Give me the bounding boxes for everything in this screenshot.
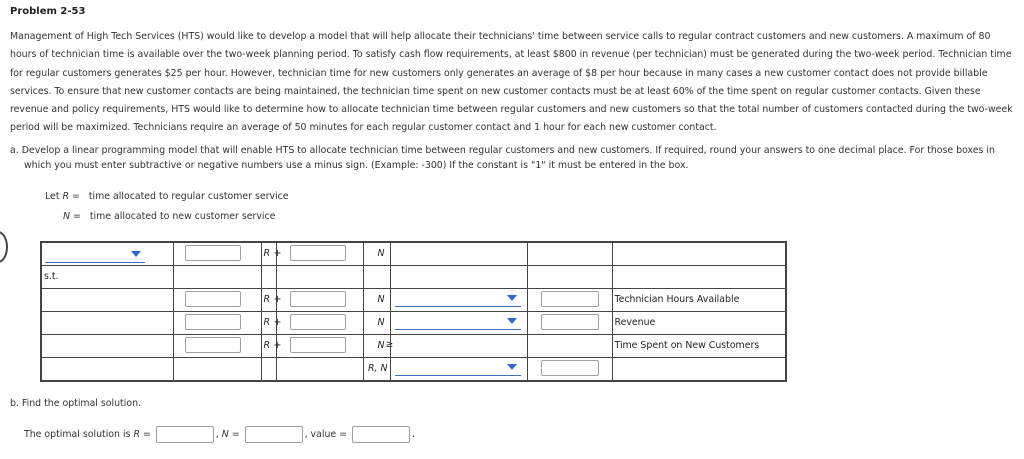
constraint-1-n-var-cell <box>363 289 390 312</box>
constraint-2-n-var-cell <box>363 312 390 335</box>
constraint-2-r-coefficient-input[interactable] <box>185 314 241 330</box>
constraint-3-empty-2 <box>390 335 527 358</box>
objective-n-var: N <box>377 248 385 259</box>
constraint-2-r-var-cell <box>261 312 282 335</box>
definition-r-eq: = <box>72 191 80 202</box>
definition-r-text: time allocated to regular customer service <box>88 191 289 202</box>
solution-value-label: , value = <box>304 429 347 440</box>
objective-n-var-cell <box>363 242 390 266</box>
constraint-1-n-var: N <box>377 294 385 305</box>
constraint-1-r-cell <box>173 289 261 312</box>
objective-n-coefficient-input[interactable] <box>290 245 346 261</box>
constraint-1-sign-dropdown[interactable] <box>395 291 521 307</box>
nonneg-empty-5 <box>612 358 786 382</box>
definition-n-var: N <box>63 211 71 222</box>
part-a-instructions <box>10 144 1018 173</box>
constraint-1-label: Technician Hours Available <box>614 294 740 305</box>
objective-r-var-cell <box>261 242 282 266</box>
constraint-3-r-var: R <box>263 340 271 351</box>
constraint-1-plus: + <box>273 294 282 305</box>
objective-empty-cell-1 <box>390 242 527 266</box>
constraint-1-rhs-cell <box>527 289 612 312</box>
constraint-row-1 <box>41 289 786 312</box>
nonneg-empty-2 <box>173 358 261 382</box>
constraint-3-r-coefficient-input[interactable] <box>185 337 241 353</box>
constraint-3-n-var-cell <box>363 335 394 358</box>
solution-n-input[interactable] <box>245 426 303 443</box>
chevron-down-icon <box>507 295 517 301</box>
solution-sep: , <box>215 429 219 440</box>
solution-r-eq: = <box>142 429 151 440</box>
constraint-2-rhs-cell <box>527 312 612 335</box>
definition-n-text: time allocated to new customer service <box>89 211 276 222</box>
subject-to-label: s.t. <box>44 271 59 282</box>
constraint-1-r-var: R <box>263 294 271 305</box>
constraint-2-n-var: N <box>377 317 385 328</box>
constraint-3-plus: + <box>273 340 282 351</box>
constraint-1-n-cell <box>273 289 363 312</box>
problem-title: Problem 2-53 <box>10 6 86 17</box>
constraint-3-n-var: N <box>377 340 385 351</box>
objective-type-dropdown[interactable] <box>45 247 145 263</box>
constraint-1-label-cell <box>612 289 786 312</box>
part-b-question: b. Find the optimal solution. <box>10 398 141 409</box>
chevron-down-icon <box>507 364 517 370</box>
objective-empty-cell-3 <box>612 242 786 266</box>
solution-r-input[interactable] <box>156 426 214 443</box>
constraint-1-rhs-input[interactable] <box>541 291 599 307</box>
st-empty-4 <box>363 266 390 289</box>
definition-n-eq: = <box>73 211 81 222</box>
st-cell <box>41 266 173 289</box>
constraint-2-n-coefficient-input[interactable] <box>290 314 346 330</box>
page-edge-decoration <box>0 231 8 263</box>
nonneg-empty-4 <box>276 358 363 382</box>
constraint-2-empty <box>41 312 173 335</box>
solution-prefix: The optimal solution is <box>24 429 131 440</box>
constraint-3-geq-sign: ≥ <box>385 339 394 350</box>
constraint-2-r-var: R <box>263 317 271 328</box>
constraint-row-2 <box>41 312 786 335</box>
constraint-2-n-cell <box>273 312 363 335</box>
nonneg-rhs-cell <box>527 358 612 382</box>
constraint-3-r-var-cell <box>261 335 282 358</box>
constraint-row-3 <box>41 335 786 358</box>
constraint-3-r-cell <box>173 335 261 358</box>
solution-value-input[interactable] <box>352 426 410 443</box>
objective-plus: + <box>273 248 282 259</box>
subject-to-row <box>41 266 786 289</box>
objective-r-coefficient-input[interactable] <box>185 245 241 261</box>
definition-r-var: R <box>62 191 70 202</box>
solution-n-var: N <box>221 429 229 440</box>
objective-empty-cell-2 <box>527 242 612 266</box>
let-label: Let <box>45 191 60 202</box>
objective-n-coef-cell <box>273 242 363 266</box>
constraint-1-r-coefficient-input[interactable] <box>185 291 241 307</box>
solution-r-var: R <box>133 429 140 440</box>
constraint-3-n-cell <box>273 335 363 358</box>
constraint-3-empty <box>41 335 173 358</box>
constraint-2-plus: + <box>273 317 282 328</box>
nonneg-empty-3 <box>261 358 276 382</box>
constraint-3-label: Time Spent on New Customers <box>614 340 760 351</box>
st-empty-6 <box>527 266 612 289</box>
definition-r <box>45 191 289 202</box>
nonnegativity-rhs-input[interactable] <box>541 360 599 376</box>
constraint-2-r-cell <box>173 312 261 335</box>
objective-r-var: R <box>263 248 271 259</box>
st-empty-1 <box>173 266 261 289</box>
part-a-line-2: which you must enter subtractive or negative numbers use a minus sign. (Example: -300) If the constant is "1" it must be entered in the box. <box>24 159 689 171</box>
nonnegativity-vars: R, N <box>368 363 388 374</box>
constraint-3-label-cell <box>612 335 786 358</box>
constraint-3-n-coefficient-input[interactable] <box>290 337 346 353</box>
objective-type-cell <box>41 242 173 266</box>
nonneg-empty-1 <box>41 358 173 382</box>
lp-model-table <box>40 241 787 382</box>
st-empty-5 <box>390 266 527 289</box>
constraint-2-label: Revenue <box>614 317 656 328</box>
st-empty-7 <box>612 266 786 289</box>
constraint-2-label-cell <box>612 312 786 335</box>
part-a-line-1: a. Develop a linear programming model that will enable HTS to allocate technician time between regular customers and new customers. If required, round your answers to one decimal place. For those boxes in <box>10 145 995 156</box>
constraint-2-sign-cell <box>390 312 527 335</box>
nonneg-vars-cell <box>363 358 390 382</box>
nonnegativity-sign-dropdown[interactable] <box>395 360 521 376</box>
constraint-1-empty <box>41 289 173 312</box>
chevron-down-icon <box>131 251 141 257</box>
optimal-solution-line <box>24 426 415 443</box>
problem-description: Management of High Tech Services (HTS) would like to develop a model that will help allocate their technicians' time between service calls to regular contract customers and new customers. A maximum of 80 hours of technician time is available over the two-week planning period. To satisfy cash flow requirements, at least $800 in revenue (per technician) must be generated during the two-week period. Technician time for regular customers generates $25 per hour. However, technician time for new customers only generates an average of $8 per hour because in many cases a new customer contact does not provide billable services. To ensure that new customer contacts are being maintained, the technician time spent on new customer contacts must be at least 60% of the time spent on regular customer contacts. Given these revenue and policy requirements, HTS would like to determine how to allocate technician time between regular customers and new customers so that the total number of customers contacted during the two-week period will be maximized. Technicians require an average of 50 minutes for each regular customer contact and 1 hour for each new customer contact. <box>10 31 1013 134</box>
solution-end: . <box>411 429 415 440</box>
objective-row <box>41 242 786 266</box>
st-empty-3 <box>276 266 363 289</box>
constraint-2-rhs-input[interactable] <box>541 314 599 330</box>
definition-n <box>63 211 275 222</box>
constraint-1-sign-cell <box>390 289 527 312</box>
solution-n-eq: = <box>231 429 240 440</box>
objective-r-coef-cell <box>173 242 261 266</box>
constraint-1-n-coefficient-input[interactable] <box>290 291 346 307</box>
nonneg-sign-cell <box>390 358 527 382</box>
st-empty-2 <box>261 266 276 289</box>
constraint-1-r-var-cell <box>261 289 282 312</box>
chevron-down-icon <box>507 318 517 324</box>
constraint-3-empty-3 <box>527 335 612 358</box>
nonnegativity-row <box>41 358 786 382</box>
constraint-2-sign-dropdown[interactable] <box>395 314 521 330</box>
